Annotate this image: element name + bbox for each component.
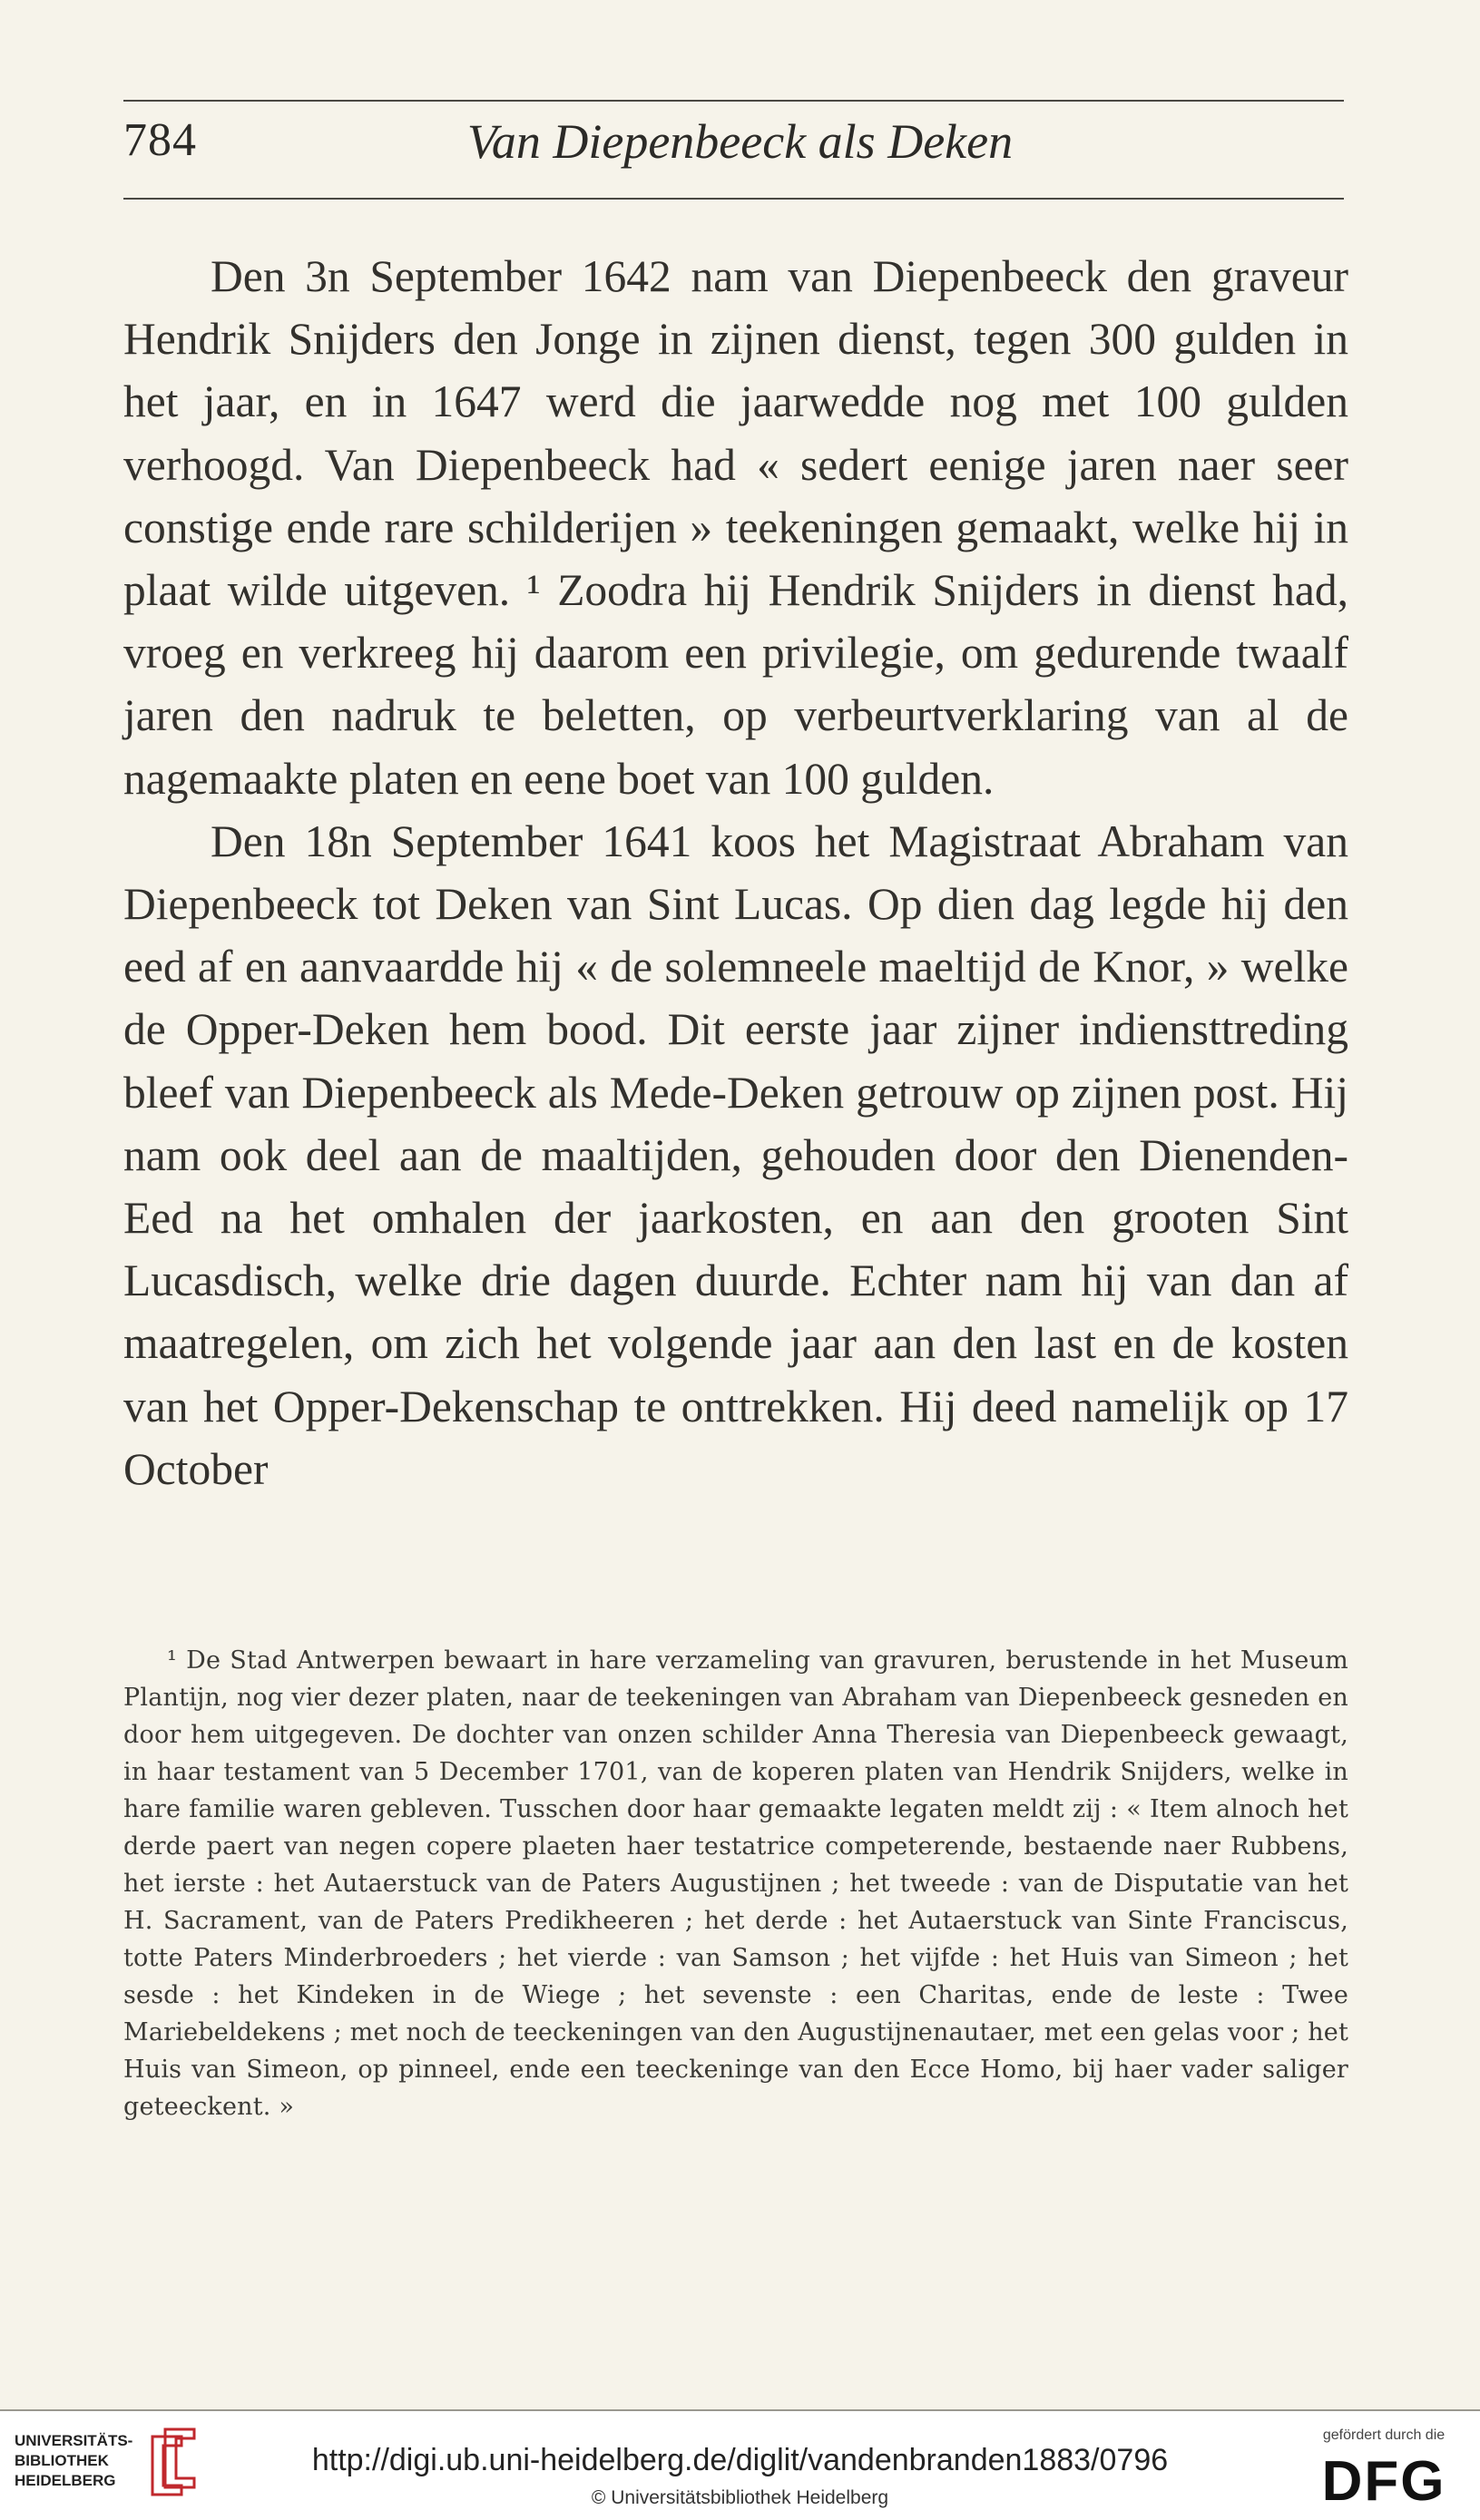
body-paragraph: Den 18n September 1641 koos het Magistraat Abraham van Diepenbeeck tot Deken van Sint Lucas. Op dien dag legde hij den eed af en aanvaardde hij « de solemneele maeltijd de Knor, » welke de Opper-Deken hem bood. Dit eerste jaar zijner indiensttreding bleef van Diepenbeeck als Mede-Deken getrouw op zijnen post. Hij nam ook deel aan de maaltijden, gehouden door den Dienenden-Eed na het omhalen der jaarkosten, en aan den grooten Sint Lucasdisch, welke drie dagen duurde. Echter nam hij van dan af maatregelen, om zich het volgende jaar aan den last en de kosten van het Opper-Dekenschap te onttrekken. Hij deed namelijk op 17 October	[123, 816, 1348, 1494]
dfg-logo: DFG	[1321, 2450, 1446, 2513]
running-title: Van Diepenbeeck als Deken	[466, 114, 1014, 169]
body-text	[123, 245, 1348, 1500]
library-line: BIBLIOTHEK	[15, 2452, 109, 2469]
header-rule-top	[123, 100, 1344, 102]
source-url-link[interactable]: http://digi.ub.uni-heidelberg.de/diglit/vandenbranden1883/0796	[311, 2443, 1169, 2477]
library-line: UNIVERSITÄTS-	[15, 2432, 133, 2449]
page-number: 784	[123, 114, 197, 166]
header-rule-bottom	[123, 198, 1344, 200]
library-line: HEIDELBERG	[15, 2472, 116, 2489]
funding-label: gefördert durch die	[1322, 2427, 1446, 2443]
body-paragraph: Den 3n September 1642 nam van Diepenbeeck den graveur Hendrik Snijders den Jonge in zijnen dienst, tegen 300 gulden in het jaar, en in 1647 werd die jaarwedde nog met 100 gulden verhoogd. Van Diepenbeeck had « sedert eenige jaren naer seer constige ende rare schilderijen » teekeningen gemaakt, welke hij in plaat wilde uitgeven. ¹ Zoodra hij Hendrik Snijders in dienst had, vroeg en verkreeg hij daarom een privilegie, om gedurende twaalf jaren den nadruk te beletten, op verbeurtverklaring van al de nagemaakte platen en eene boet van 100 gulden.	[123, 251, 1348, 804]
footnote	[123, 1642, 1348, 2125]
footnote-text: ¹ De Stad Antwerpen bewaart in hare verzameling van gravuren, berustende in het Museum Plantijn, nog vier dezer platen, naar de teekeningen van Abraham van Diepenbeeck gesneden en door hem uitgegeven. De dochter van onzen schilder Anna Theresia van Diepenbeeck gewaagt, in haar testament van 5 December 1701, van de koperen platen van Hendrik Snijders, welke in hare familie waren gebleven. Tusschen door haar gemaakte legaten meldt zij : « Item alnoch het derde paert van negen copere plaeten haer testatrice competerende, bestaende naer Rubbens, het ierste : het Autaerstuck van de Paters Augustijnen ; het tweede : van de Disputatie van het H. Sacrament, van de Paters Predikheeren ; het derde : het Autaerstuck van Sinte Franciscus, totte Paters Minderbroeders ; het vierde : van Samson ; het vijfde : het Huis van Simeon ; het sesde : het Kindeken in de Wiege ; het sevenste : een Charitas, ende de leste : Twee Mariebeldekens ; met noch de teeckeningen van den Augustijnenautaer, met een gelas voor ; het Huis van Simeon, op pinneel, ende een teeckeninge van den Ecce Homo, bij haer vader saliger geteeckent. »	[123, 1646, 1349, 2121]
copyright-notice: © Universitätsbibliothek Heidelberg	[591, 2487, 889, 2508]
